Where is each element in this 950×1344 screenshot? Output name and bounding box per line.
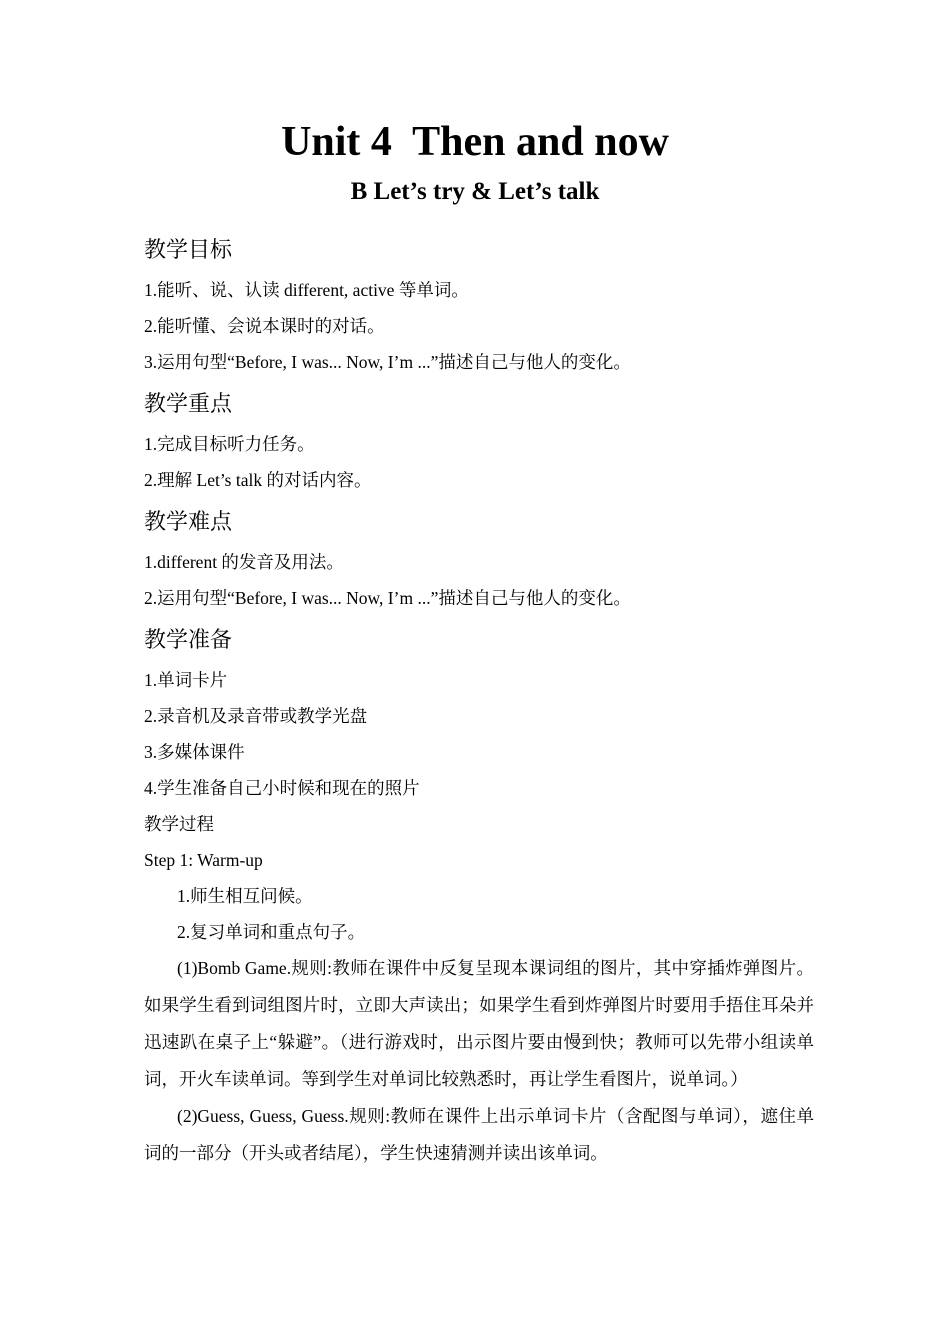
preparation-item: 2.录音机及录音带或教学光盘 xyxy=(144,706,368,726)
section-heading-difficulties: 教学难点 xyxy=(144,510,233,535)
objective-item: 2.能听懂、会说本课时的对话。 xyxy=(144,316,385,336)
step-sub-item: 1.师生相互问候。 xyxy=(177,886,313,906)
objective-item: 1.能听、说、认读 different, active 等单词。 xyxy=(144,280,469,300)
document-title: Unit 4 Then and now xyxy=(281,119,669,165)
objective-item: 3.运用句型“Before, I was... Now, I’m ...”描述自己与他人的变化。 xyxy=(144,352,631,372)
step-sub-item: 2.复习单词和重点句子。 xyxy=(177,922,366,942)
key-point-item: 2.理解 Let’s talk 的对话内容。 xyxy=(144,470,372,490)
preparation-item: 3.多媒体课件 xyxy=(144,742,245,762)
section-heading-process: 教学过程 xyxy=(144,814,214,834)
document-body xyxy=(144,236,814,1172)
preparation-item: 4.学生准备自己小时候和现在的照片 xyxy=(144,778,420,798)
section-heading-key-points: 教学重点 xyxy=(144,392,233,417)
activity-paragraph-guess-game: (2)Guess, Guess, Guess.规则:教师在课件上出示单词卡片（含配图与单词），遮住单词的一部分（开头或者结尾），学生快速猜测并读出该单词。 xyxy=(144,1106,814,1163)
step-heading: Step 1: Warm-up xyxy=(144,850,263,870)
difficulty-item: 1.different 的发音及用法。 xyxy=(144,552,344,572)
preparation-item: 1.单词卡片 xyxy=(144,670,228,690)
section-heading-objectives: 教学目标 xyxy=(144,238,233,263)
document-subtitle: B Let’s try & Let’s talk xyxy=(350,178,600,205)
difficulty-item: 2.运用句型“Before, I was... Now, I’m ...”描述自己与他人的变化。 xyxy=(144,588,631,608)
activity-paragraph-bomb-game: (1)Bomb Game.规则:教师在课件中反复呈现本课词组的图片，其中穿插炸弹图片。如果学生看到词组图片时，立即大声读出；如果学生看到炸弹图片时要用手捂住耳朵并迅速趴在桌子上“躲避”。（进行游戏时，出示图片要由慢到快；教师可以先带小组读单词，开火车读单词。等到学生对单词比较熟悉时，再让学生看图片，说单词。） xyxy=(144,958,814,1089)
key-point-item: 1.完成目标听力任务。 xyxy=(144,434,315,454)
section-heading-preparation: 教学准备 xyxy=(144,628,233,653)
